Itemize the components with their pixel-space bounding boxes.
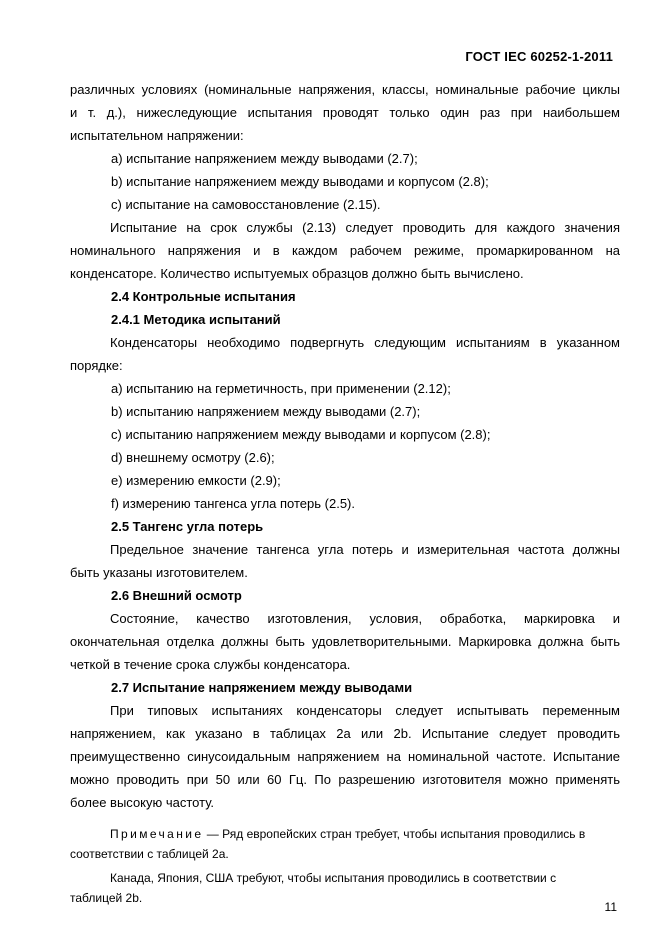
note-label: Примечание	[110, 827, 204, 841]
list-item: b) испытанию напряжением между выводами (2.7);	[111, 404, 421, 419]
section-heading-2-7: 2.7 Испытание напряжением между выводами	[111, 680, 413, 695]
list-item: a) испытанию на герметичность, при применении (2.12);	[111, 381, 451, 396]
section-2-4-text-line-1: Конденсаторы необходимо подвергнуть следующим испытаниям в указанном	[110, 335, 620, 350]
life-test-line-3: конденсаторе. Количество испытуемых образцов должно быть вычислено.	[70, 266, 524, 281]
note-line-4: таблицей 2b.	[70, 891, 143, 905]
intro-line-1: различных условиях (номинальные напряжения, классы, номинальные рабочие циклы	[70, 82, 620, 97]
section-2-4-text-line-2: порядке:	[70, 358, 123, 373]
section-2-5-line-1: Предельное значение тангенса угла потерь и измерительная частота должны	[110, 542, 620, 557]
life-test-line-1: Испытание на срок службы (2.13) следует проводить для каждого значения	[110, 220, 620, 235]
list-item: c) испытанию напряжением между выводами и корпусом (2.8);	[111, 427, 491, 442]
page-body	[70, 78, 620, 908]
note-line-2: соответствии с таблицей 2а.	[70, 847, 229, 861]
section-2-7-line-4: можно проводить при 50 или 60 Гц. По разрешению изготовителя можно применять	[70, 772, 620, 787]
intro-line-2: и т. д.), нижеследующие испытания проводят только один раз при наибольшем	[70, 105, 620, 120]
section-2-7-line-5: более высокую частоту.	[70, 795, 215, 810]
list-item: c) испытание на самовосстановление (2.15).	[111, 197, 381, 212]
section-2-5-line-2: быть указаны изготовителем.	[70, 565, 248, 580]
page-number: 11	[604, 900, 617, 914]
note-dash: —	[203, 827, 223, 841]
section-2-6-line-2: окончательная отделка должны быть удовлетворительными. Маркировка должна быть	[70, 634, 620, 649]
section-heading-2-4: 2.4 Контрольные испытания	[111, 289, 296, 304]
list-item: b) испытание напряжением между выводами и корпусом (2.8);	[111, 174, 489, 189]
section-2-7-line-1: При типовых испытаниях конденсаторы следует испытывать переменным	[110, 703, 620, 718]
list-item: a) испытание напряжением между выводами (2.7);	[111, 151, 418, 166]
list-item: e) измерению емкости (2.9);	[111, 473, 281, 488]
section-2-7-line-3: преимущественно синусоидальным напряжением на номинальной частоте. Испытание	[70, 749, 620, 764]
section-heading-2-5: 2.5 Тангенс угла потерь	[111, 519, 264, 534]
life-test-line-2: номинального напряжения и в каждом рабочем режиме, промаркированном на	[70, 243, 620, 258]
section-heading-2-6: 2.6 Внешний осмотр	[111, 588, 242, 603]
section-heading-2-4-1: 2.4.1 Методика испытаний	[111, 312, 281, 327]
note-line-3: Канада, Япония, США требуют, чтобы испытания проводились в соответствии с	[110, 871, 557, 885]
section-2-6-line-3: четкой в течение срока службы конденсатора.	[70, 657, 351, 672]
note-block	[70, 824, 620, 908]
standard-designation: ГОСТ IEC 60252-1-2011	[465, 49, 613, 64]
section-2-6-line-1: Состояние, качество изготовления, условия, обработка, маркировка и	[110, 611, 620, 626]
note-text: Ряд европейских стран требует, чтобы испытания проводились в	[222, 827, 586, 841]
intro-line-3: испытательном напряжении:	[70, 128, 244, 143]
section-2-7-line-2: напряжением, как указано в таблицах 2а или 2b. Испытание следует проводить	[70, 726, 620, 741]
note-line-1	[70, 824, 620, 844]
list-item: d) внешнему осмотру (2.6);	[111, 450, 275, 465]
list-item: f) измерению тангенса угла потерь (2.5).	[111, 496, 355, 511]
